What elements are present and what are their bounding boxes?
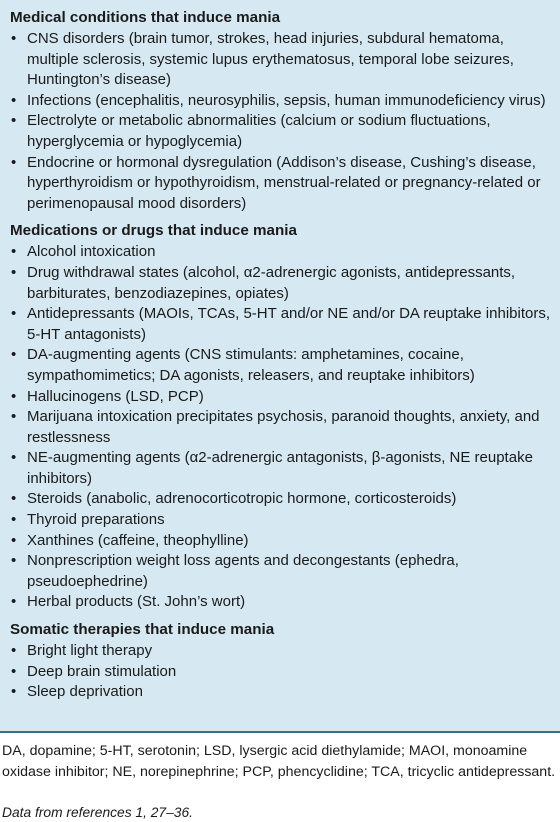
bullet-icon: • bbox=[11, 449, 17, 467]
list-item: • Bright light therapy bbox=[10, 641, 550, 662]
bullet-icon: • bbox=[11, 153, 17, 171]
section-title: Medical conditions that induce mania bbox=[10, 9, 281, 26]
list-item: • Nonprescription weight loss agents and decongestants (ephedra, pseudoephedrine) bbox=[11, 552, 459, 590]
bullet-list bbox=[10, 641, 550, 703]
list-item: • Electrolyte or metabolic abnormalities (calcium or sodium fluctuations, hyperglycemia or hypoglycemia) bbox=[11, 112, 491, 150]
bullet-icon: • bbox=[11, 243, 17, 261]
bullet-icon: • bbox=[11, 593, 17, 611]
list-item: • Alcohol intoxication bbox=[10, 242, 550, 263]
list-item: • Thyroid preparations bbox=[10, 510, 550, 531]
section-medications bbox=[10, 221, 550, 613]
bullet-list bbox=[10, 29, 550, 214]
list-item: • Drug withdrawal states (alcohol, α2-adrenergic agonists, antidepressants, barbiturates, benzodiazepines, opiates) bbox=[11, 263, 516, 302]
bullet-icon: • bbox=[11, 30, 17, 47]
abbreviations-footnote: DA, dopamine; 5-HT, serotonin; LSD, lysergic acid diethylamide; MAOI, monoamine oxidase inhibitor; NE, norepinephrine; PCP, phencyclidine; TCA, tricyclic antidepressant. bbox=[2, 743, 556, 780]
bullet-icon: • bbox=[11, 531, 17, 549]
list-item: • Antidepressants (MAOIs, TCAs, 5-HT and/or NE and/or DA reuptake inhibitors, 5-HT antagonists) bbox=[11, 305, 551, 343]
list-item: • Steroids (anabolic, adrenocorticotropic hormone, corticosteroids) bbox=[10, 489, 550, 510]
bullet-icon: • bbox=[11, 387, 17, 405]
bullet-icon: • bbox=[11, 408, 17, 426]
list-item: • Sleep deprivation bbox=[10, 682, 550, 703]
bullet-icon: • bbox=[11, 642, 17, 660]
list-item: • Xanthines (caffeine, theophylline) bbox=[10, 531, 550, 552]
list-item: • CNS disorders (brain tumor, strokes, head injuries, subdural hematoma, multiple sclerosis, systemic lupus erythematosus, temporal lobe seizures, Huntington’s disease) bbox=[11, 30, 514, 89]
bullet-icon: • bbox=[11, 552, 17, 570]
list-item: • DA-augmenting agents (CNS stimulants: amphetamines, cocaine, sympathomimetics; DA agonists, releasers, and reuptake inhibitors) bbox=[11, 346, 475, 384]
list-item: • Endocrine or hormonal dysregulation (Addison’s disease, Cushing’s disease, hyperthyroidism or hypothyroidism, menstrual-related or pregnancy-related or perimenopausal mood disorders) bbox=[11, 153, 541, 212]
bullet-icon: • bbox=[11, 263, 17, 281]
bullet-icon: • bbox=[11, 305, 17, 323]
bullet-icon: • bbox=[11, 511, 17, 529]
bullet-icon: • bbox=[11, 91, 17, 109]
section-medical bbox=[10, 8, 550, 214]
section-title: Medications or drugs that induce mania bbox=[10, 222, 297, 240]
section-somatic bbox=[10, 620, 550, 703]
list-item: • Herbal products (St. John’s wort) bbox=[10, 592, 550, 613]
bullet-icon: • bbox=[11, 346, 17, 364]
list-item: • Deep brain stimulation bbox=[10, 662, 550, 683]
bullet-icon: • bbox=[11, 112, 17, 130]
section-title: Somatic therapies that induce mania bbox=[10, 621, 275, 639]
list-item: • Marijuana intoxication precipitates psychosis, paranoid thoughts, anxiety, and restlessness bbox=[11, 408, 540, 446]
source-note: Data from references 1, 27–36. bbox=[2, 805, 193, 820]
bullet-icon: • bbox=[11, 683, 17, 701]
bullet-icon: • bbox=[11, 662, 17, 680]
bullet-list bbox=[10, 242, 550, 613]
list-item: • Hallucinogens (LSD, PCP) bbox=[10, 387, 550, 408]
bullet-icon: • bbox=[11, 490, 17, 508]
list-item: • NE-augmenting agents (α2-adrenergic antagonists, β-agonists, NE reuptake inhibitors) bbox=[11, 449, 533, 487]
list-item: • Infections (encephalitis, neurosyphilis, sepsis, human immunodeficiency virus) bbox=[10, 91, 550, 112]
